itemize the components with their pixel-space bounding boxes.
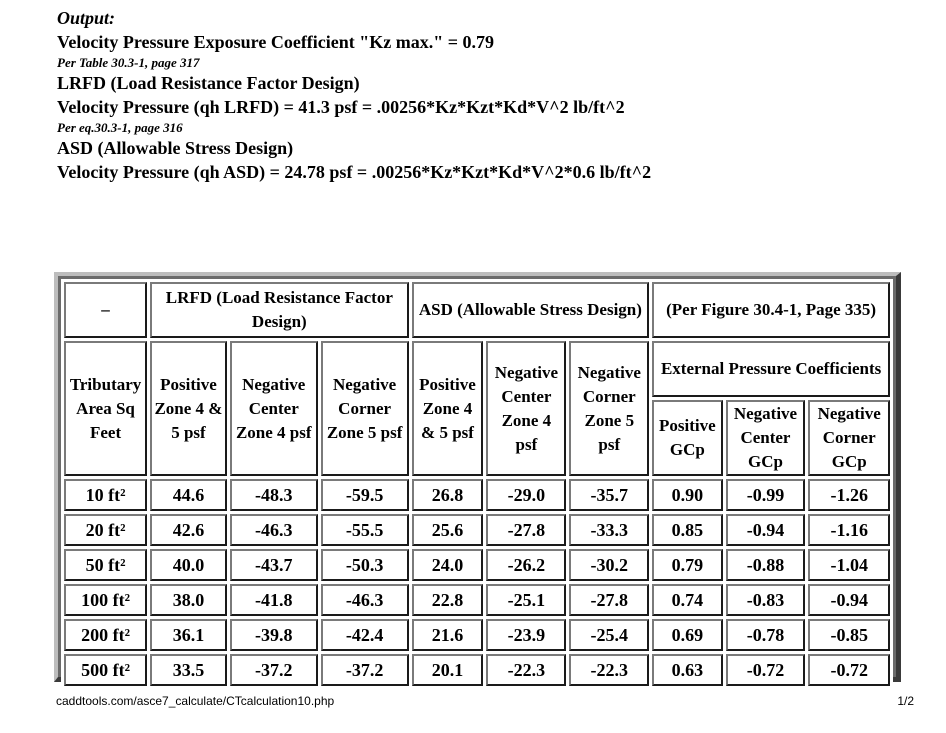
lrfd-group-header: LRFD (Load Resistance Factor Design) <box>150 282 408 338</box>
asd-negative-corner-header: Negative Corner Zone 5 psf <box>569 341 649 476</box>
value-cell: -37.2 <box>230 654 318 686</box>
value-cell: 26.8 <box>412 479 484 511</box>
lrfd-positive-header: Positive Zone 4 & 5 psf <box>150 341 227 476</box>
value-cell: 0.90 <box>652 479 722 511</box>
value-cell: -46.3 <box>230 514 318 546</box>
value-cell: -0.83 <box>726 584 806 616</box>
value-cell: -0.94 <box>808 584 890 616</box>
lrfd-negative-corner-header: Negative Corner Zone 5 psf <box>321 341 409 476</box>
kz-line: Velocity Pressure Exposure Coefficient "Kz max." = 0.79 <box>57 32 495 52</box>
pressure-table-frame <box>54 272 901 682</box>
pressure-table <box>61 279 893 689</box>
asd-title: ASD (Allowable Stress Design) <box>57 138 294 158</box>
value-cell: -25.1 <box>486 584 566 616</box>
area-cell: 10 ft² <box>64 479 147 511</box>
lrfd-negative-center-header: Negative Center Zone 4 psf <box>230 341 318 476</box>
value-cell: 0.85 <box>652 514 722 546</box>
value-cell: -29.0 <box>486 479 566 511</box>
value-cell: -30.2 <box>569 549 649 581</box>
value-cell: 33.5 <box>150 654 227 686</box>
value-cell: -22.3 <box>486 654 566 686</box>
area-cell: 500 ft² <box>64 654 147 686</box>
value-cell: 21.6 <box>412 619 484 651</box>
footer-page-number: 1/2 <box>897 694 914 708</box>
value-cell: -33.3 <box>569 514 649 546</box>
table-row <box>64 619 890 651</box>
value-cell: 25.6 <box>412 514 484 546</box>
asd-velocity-line: Velocity Pressure (qh ASD) = 24.78 psf = .00256*Kz*Kzt*Kd*V^2*0.6 lb/ft^2 <box>57 162 652 182</box>
value-cell: 0.69 <box>652 619 722 651</box>
value-cell: -42.4 <box>321 619 409 651</box>
value-cell: -59.5 <box>321 479 409 511</box>
external-pressure-header: External Pressure Coefficients <box>652 341 890 397</box>
output-heading: Output: <box>57 8 116 28</box>
asd-group-header: ASD (Allowable Stress Design) <box>412 282 650 338</box>
column-header-row <box>64 341 890 397</box>
group-header-row <box>64 282 890 338</box>
gcp-positive-header: Positive GCp <box>652 400 722 476</box>
value-cell: -43.7 <box>230 549 318 581</box>
value-cell: -48.3 <box>230 479 318 511</box>
value-cell: -55.5 <box>321 514 409 546</box>
value-cell: -0.85 <box>808 619 890 651</box>
value-cell: -1.16 <box>808 514 890 546</box>
value-cell: -41.8 <box>230 584 318 616</box>
value-cell: -0.72 <box>726 654 806 686</box>
area-cell: 50 ft² <box>64 549 147 581</box>
value-cell: -39.8 <box>230 619 318 651</box>
value-cell: -1.26 <box>808 479 890 511</box>
footer-url: caddtools.com/asce7_calculate/CTcalculation10.php <box>56 694 335 708</box>
value-cell: 20.1 <box>412 654 484 686</box>
table-row <box>64 549 890 581</box>
value-cell: 36.1 <box>150 619 227 651</box>
value-cell: -22.3 <box>569 654 649 686</box>
kz-reference: Per Table 30.3-1, page 317 <box>57 55 200 70</box>
value-cell: -0.78 <box>726 619 806 651</box>
value-cell: -0.94 <box>726 514 806 546</box>
blank-header: – <box>64 282 147 338</box>
area-cell: 200 ft² <box>64 619 147 651</box>
gcp-negative-corner-header: Negative Corner GCp <box>808 400 890 476</box>
value-cell: -27.8 <box>569 584 649 616</box>
value-cell: 38.0 <box>150 584 227 616</box>
output-section <box>57 6 917 184</box>
value-cell: -0.88 <box>726 549 806 581</box>
table-row <box>64 654 890 686</box>
figure-group-header: (Per Figure 30.4-1, Page 335) <box>652 282 890 338</box>
value-cell: 22.8 <box>412 584 484 616</box>
value-cell: 40.0 <box>150 549 227 581</box>
area-column-header: Tributary Area Sq Feet <box>64 341 147 476</box>
asd-positive-header: Positive Zone 4 & 5 psf <box>412 341 484 476</box>
table-row <box>64 584 890 616</box>
table-body <box>64 479 890 686</box>
value-cell: -50.3 <box>321 549 409 581</box>
value-cell: 44.6 <box>150 479 227 511</box>
lrfd-reference: Per eq.30.3-1, page 316 <box>57 120 183 135</box>
table-row <box>64 514 890 546</box>
lrfd-velocity-line: Velocity Pressure (qh LRFD) = 41.3 psf = .00256*Kz*Kzt*Kd*V^2 lb/ft^2 <box>57 97 625 117</box>
asd-negative-center-header: Negative Center Zone 4 psf <box>486 341 566 476</box>
value-cell: -25.4 <box>569 619 649 651</box>
value-cell: -37.2 <box>321 654 409 686</box>
value-cell: 0.79 <box>652 549 722 581</box>
value-cell: -26.2 <box>486 549 566 581</box>
area-cell: 100 ft² <box>64 584 147 616</box>
value-cell: -0.99 <box>726 479 806 511</box>
value-cell: 24.0 <box>412 549 484 581</box>
value-cell: 42.6 <box>150 514 227 546</box>
value-cell: -27.8 <box>486 514 566 546</box>
gcp-negative-center-header: Negative Center GCp <box>726 400 806 476</box>
lrfd-title: LRFD (Load Resistance Factor Design) <box>57 73 360 93</box>
area-cell: 20 ft² <box>64 514 147 546</box>
table-row <box>64 479 890 511</box>
value-cell: -1.04 <box>808 549 890 581</box>
value-cell: -46.3 <box>321 584 409 616</box>
value-cell: -35.7 <box>569 479 649 511</box>
value-cell: -23.9 <box>486 619 566 651</box>
value-cell: 0.63 <box>652 654 722 686</box>
value-cell: 0.74 <box>652 584 722 616</box>
value-cell: -0.72 <box>808 654 890 686</box>
